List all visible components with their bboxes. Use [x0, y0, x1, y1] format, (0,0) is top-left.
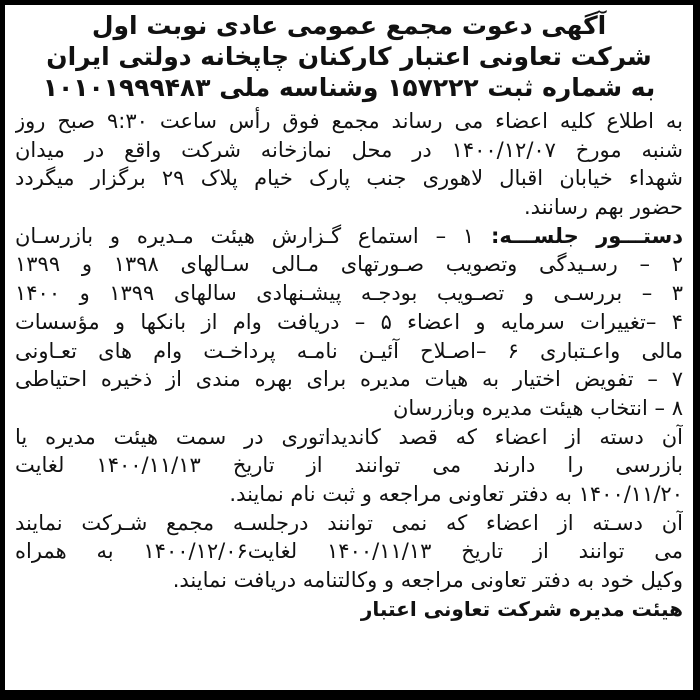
notice-body — [5, 103, 693, 623]
proxy-line: می توانند از تاریخ ۱۴۰۰/۱۱/۱۳ لغایت۱۴۰۰/۱۲/۰۶ به همراه — [15, 539, 683, 564]
notice-title: آگهی دعوت مجمع عمومی عادی نوبت اول — [91, 11, 607, 40]
candidacy-line: ۱۴۰۰/۱۱/۲۰ به دفتر تعاونی مراجعه و ثبت نام نمایند. — [229, 481, 683, 506]
agenda-item: ۱ – استماع گـزارش هیئت مـدیره و بازرسـان — [15, 223, 475, 248]
agenda-item: ۲ – رسـیدگی وتصویب صـورتهای مـالی سـالهای ۱۳۹۸ و ۱۳۹۹ — [15, 252, 683, 277]
agenda-item: ۴ –تغییرات سرمایه و اعضاء ۵ – دریافت وام از بانکها و مؤسسات — [15, 309, 683, 334]
candidacy-line: آن دسته از اعضاء که قصد کاندیداتوری در سمت هیئت مدیره یا — [15, 424, 683, 449]
intro-line: شهداء خیابان اقبال لاهوری جنب پارک خیام پلاک ۲۹ برگزار میگردد — [15, 166, 683, 191]
agenda-item: ۸ – انتخاب هیئت مدیره وبازرسان — [392, 395, 683, 420]
signature: هیئت مدیره شرکت تعاونی اعتبار — [360, 596, 683, 621]
proxy-line: وکیل خود به دفتر تعاونی مراجعه و وکالتنامه دریافت نمایند. — [172, 568, 683, 592]
proxy-line: آن دسـته از اعضاء که نمی توانند درجلسـه مجمع شـرکت نمایند — [15, 510, 683, 535]
agenda-item: ۷ – تفویض اختیار به هیات مدیره برای بهره مندی از ذخیره احتیاطی — [15, 367, 683, 392]
agenda-item: ۳ – بررسـی و تصـویب بودجـه پیشـنهادی سالهای ۱۳۹۹ و ۱۴۰۰ — [15, 281, 683, 306]
notice-header — [5, 5, 693, 103]
agenda-label: دستـــور جلســـه: — [491, 223, 683, 248]
company-name: شرکت تعاونی اعتبار کارکنان چاپخانه دولتی ایران — [46, 42, 652, 71]
notice-box — [5, 5, 693, 690]
candidacy-line: بازرسی را دارند می توانند از تاریخ ۱۴۰۰/۱۱/۱۳ لغایت — [15, 453, 683, 478]
intro-line: شنبه مورخ ۱۴۰۰/۱۲/۰۷ در محل نمازخانه شرکت واقع در میدان — [15, 137, 683, 162]
intro-line: حضور بهم رسانند. — [523, 195, 683, 220]
agenda-heading-line — [15, 222, 683, 251]
intro-line: به اطلاع کلیه اعضاء می رساند مجمع فوق رأس ساعت ۹:۳۰ صبح روز — [15, 109, 683, 133]
registration-info: به شماره ثبت ۱۵۷۲۲۲ وشناسه ملی ۱۰۱۰۱۹۹۹۴۸۳ — [42, 73, 656, 102]
agenda-item: مالی واعـتباری ۶ –اصـلاح آئیـن نامـه پرداخـت وام های تعـاونی — [15, 338, 683, 363]
